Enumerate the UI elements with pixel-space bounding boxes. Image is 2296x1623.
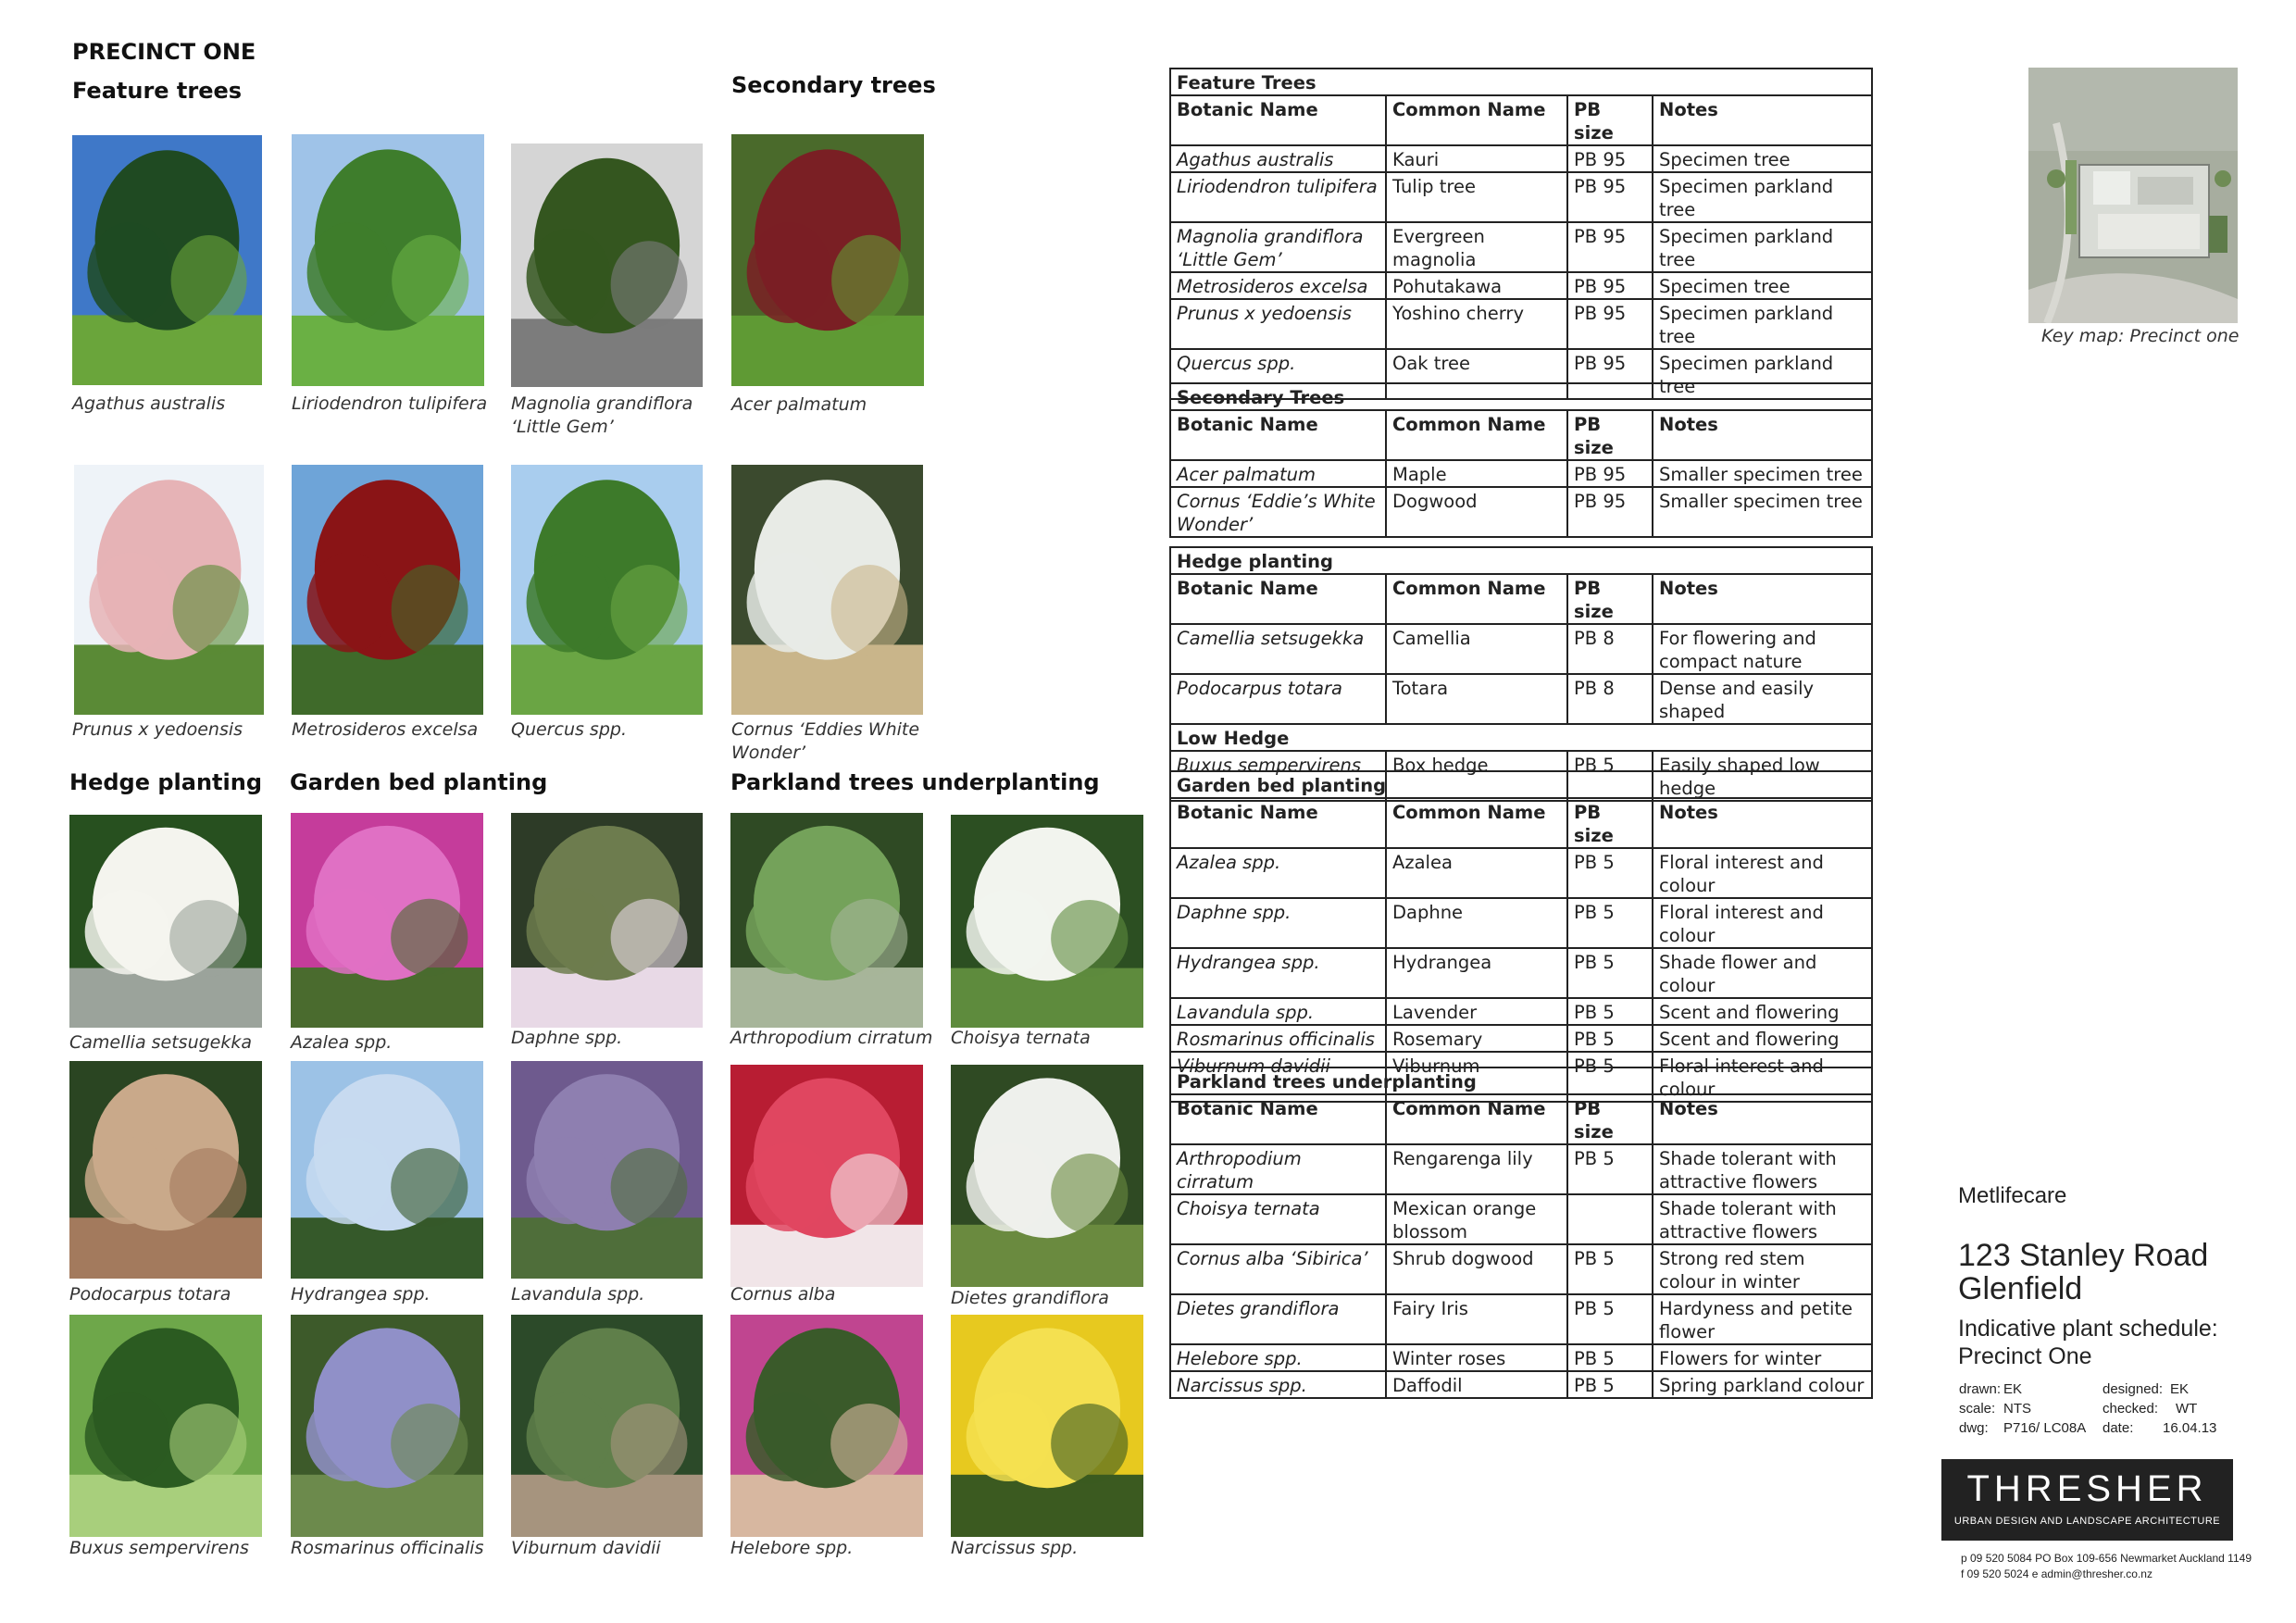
table-title [1170,1067,1872,1094]
table-row [1170,1294,1872,1344]
plant-photo-icon [291,813,483,1028]
table-cell: Smaller specimen tree [1653,460,1872,487]
designed-label: designed: [2103,1381,2164,1397]
plant-photo [291,1061,483,1279]
plant-photo-caption: Helebore spp. [730,1538,854,1558]
key-map-caption: Key map: Precinct one [2041,326,2240,346]
table-cell: Yoshino cherry [1386,299,1567,349]
table-title [1170,69,1872,95]
table-header-row [1170,574,1872,624]
table-cell: Daphne spp. [1170,898,1386,948]
key-map-image [2028,68,2238,323]
date-label: date: [2103,1420,2134,1436]
table-cell: Oak tree [1386,349,1567,399]
table-cell: PB 95 [1567,460,1653,487]
plant-schedule-table [1169,382,1873,538]
table-cell: Common Name [1386,798,1567,848]
table-cell: Liriodendron tulipifera [1170,172,1386,222]
table-cell: Dense and easily shaped [1653,674,1872,724]
table-cell: Botanic Name [1170,574,1386,624]
table-row [1170,460,1872,487]
thresher-logo [1941,1459,2233,1541]
table-cell: PB 5 [1567,1344,1653,1371]
table-cell: Camellia [1386,624,1567,674]
table-cell: Shade tolerant with attractive flowers [1653,1144,1872,1194]
table-row [1170,624,1872,674]
table-cell: Metrosideros excelsa [1170,272,1386,299]
table-cell: Azalea spp. [1170,848,1386,898]
precinct-title: PRECINCT ONE [72,39,256,65]
sheet-title [1958,1315,2218,1370]
plant-photo-caption: Cornus alba [730,1284,836,1305]
plant-photo-caption: Hydrangea spp. [291,1284,430,1305]
plant-photo [731,465,923,715]
client-name: Metlifecare [1958,1183,2067,1208]
table-title-cell: Hedge planting [1170,547,1872,574]
sheet-title-line-1: Indicative plant schedule: [1958,1316,2218,1342]
table-cell: Common Name [1386,410,1567,460]
plant-photo-icon [291,1315,483,1537]
table-row [1170,898,1872,948]
table-cell: Notes [1653,798,1872,848]
plant-photo-icon [731,465,923,715]
table-cell: Notes [1653,95,1872,145]
plant-photo [511,465,703,715]
table-cell: Camellia setsugekka [1170,624,1386,674]
dwg-value: P716/ LC08A [2003,1420,2087,1436]
plant-photo-caption: Azalea spp. [291,1032,393,1053]
table-cell: Pohutakawa [1386,272,1567,299]
project-address [1958,1239,2208,1305]
address-line-2: Glenfield [1958,1271,2083,1306]
plant-photo-caption: Buxus sempervirens [69,1538,249,1558]
plant-photo-icon [511,465,703,715]
plant-photo [730,813,923,1028]
table-cell: For flowering and compact nature [1653,624,1872,674]
table-cell: Shade flower and colour [1653,948,1872,998]
table-cell: PB size [1567,1094,1653,1144]
table-title-cell: Parkland trees underplanting [1170,1067,1872,1094]
plant-photo-caption: Quercus spp. [511,719,627,740]
table-row [1170,145,1872,172]
table-cell: Acer palmatum [1170,460,1386,487]
table-cell: Specimen parkland tree [1653,222,1872,272]
plant-photo-caption: Narcissus spp. [951,1538,1079,1558]
table-cell: PB 5 [1567,948,1653,998]
logo-wordmark: THRESHER [1966,1468,2208,1509]
plant-photo-icon [292,465,483,715]
table-cell: Cornus ‘Eddie’s White Wonder’ [1170,487,1386,537]
table-cell: Dietes grandiflora [1170,1294,1386,1344]
table-cell: Botanic Name [1170,95,1386,145]
table-cell: Maple [1386,460,1567,487]
table-cell: PB 95 [1567,487,1653,537]
table-cell: Mexican orange blossom [1386,1194,1567,1244]
plant-photo [69,1061,262,1279]
table-cell: PB 5 [1567,998,1653,1025]
plant-photo [951,1315,1143,1537]
table-cell: Winter roses [1386,1344,1567,1371]
table-cell: Totara [1386,674,1567,724]
table-cell: Buxus sempervirens [1170,751,1386,801]
plant-schedule-table [1169,546,1873,802]
table-cell: Botanic Name [1170,410,1386,460]
table-title-cell: Secondary Trees [1170,383,1872,410]
table-cell: Agathus australis [1170,145,1386,172]
plant-photo-caption: Arthropodium cirratum [730,1028,933,1048]
table-title [1170,771,1872,798]
table-cell: Lavandula spp. [1170,998,1386,1025]
table-cell: Hardyness and petite flower [1653,1294,1872,1344]
table-cell: PB 5 [1567,1052,1653,1102]
parkland-underplanting-heading: Parkland trees underplanting [730,769,1100,795]
table-row [1170,299,1872,349]
plant-photo [511,144,703,387]
table-cell: PB size [1567,410,1653,460]
table-cell: PB 95 [1567,145,1653,172]
plant-photo-icon [511,1061,703,1279]
table-cell: PB 95 [1567,172,1653,222]
table-row [1170,1194,1872,1244]
table-cell: PB 95 [1567,299,1653,349]
table-cell: Floral interest and colour [1653,898,1872,948]
table-cell: Floral interest and colour [1653,848,1872,898]
table-cell: Fairy Iris [1386,1294,1567,1344]
plant-photo-caption: Choisya ternata [951,1028,1091,1048]
table-cell: Magnolia grandiflora ‘Little Gem’ [1170,222,1386,272]
table-row [1170,1371,1872,1398]
table-cell: Evergreen magnolia [1386,222,1567,272]
plant-photo-icon [951,815,1143,1028]
table-cell: Common Name [1386,1094,1567,1144]
table-cell: PB 5 [1567,751,1653,801]
plant-photo [69,815,262,1028]
plant-photo-icon [730,813,923,1028]
table-cell: PB size [1567,798,1653,848]
table-cell: Box hedge [1386,751,1567,801]
table-cell: Notes [1653,410,1872,460]
plant-photo-caption: Camellia setsugekka [69,1032,253,1053]
plant-photo-icon [730,1065,923,1287]
contact-email-line: f 09 520 5024 e admin@thresher.co.nz [1961,1567,2152,1580]
scale-value: NTS [2003,1401,2031,1417]
plant-photo-caption: Prunus x yedoensis [72,719,243,740]
plant-photo [511,1315,703,1537]
plant-photo-caption: Cornus ‘Eddies White Wonder’ [731,719,920,763]
table-row [1170,172,1872,222]
table-cell: Narcissus spp. [1170,1371,1386,1398]
secondary-trees-heading: Secondary trees [731,72,936,98]
table-cell: PB 5 [1567,1371,1653,1398]
table-cell: Specimen tree [1653,272,1872,299]
table-cell: Botanic Name [1170,798,1386,848]
table-cell: Specimen parkland tree [1653,349,1872,399]
plant-photo-icon [730,1315,923,1537]
table-cell: Smaller specimen tree [1653,487,1872,537]
plant-photo-caption: Daphne spp. [511,1028,623,1048]
table-cell: PB 95 [1567,272,1653,299]
table-cell: Shade tolerant with attractive flowers [1653,1194,1872,1244]
table-row [1170,1344,1872,1371]
table-cell: Helebore spp. [1170,1344,1386,1371]
table-cell: Viburnum davidii [1170,1052,1386,1102]
table-cell: Common Name [1386,95,1567,145]
plant-photo [69,1315,262,1537]
plant-photo-icon [511,144,703,387]
table-title [1170,547,1872,574]
plant-photo [951,815,1143,1028]
table-header-row [1170,798,1872,848]
table-cell: Scent and flowering [1653,998,1872,1025]
table-cell: Specimen parkland tree [1653,299,1872,349]
table-cell: PB 5 [1567,898,1653,948]
table-title-cell: Feature Trees [1170,69,1872,95]
table-cell: Viburnum [1386,1052,1567,1102]
table-cell: Arthropodium cirratum [1170,1144,1386,1194]
plant-photo-icon [292,134,484,386]
table-cell: PB size [1567,95,1653,145]
plant-photo-icon [951,1315,1143,1537]
feature-trees-heading: Feature trees [72,78,243,104]
drawn-value: EK [2003,1381,2023,1397]
table-row [1170,848,1872,898]
sheet-title-line-2: Precinct One [1958,1343,2092,1369]
table-cell: Notes [1653,574,1872,624]
plant-photo [730,1065,923,1287]
table-cell: Notes [1653,1094,1872,1144]
table-cell: Dogwood [1386,487,1567,537]
plant-photo-icon [74,465,264,715]
drawn-label: drawn: [1959,1381,2002,1397]
table-row [1170,487,1872,537]
plant-photo [511,813,703,1028]
table-cell: Specimen tree [1653,145,1872,172]
address-line-1: 123 Stanley Road [1958,1238,2209,1273]
plant-schedule-table [1169,770,1873,1103]
table-cell: PB 8 [1567,674,1653,724]
garden-bed-heading: Garden bed planting [290,769,548,795]
table-cell: Cornus alba ‘Sibirica’ [1170,1244,1386,1294]
plant-photo [731,134,924,386]
table-row [1170,1144,1872,1194]
table-subtitle [1170,724,1872,751]
table-cell [1567,1194,1653,1244]
plant-photo-caption: Lavandula spp. [511,1284,645,1305]
date-value: 16.04.13 [2163,1420,2217,1436]
table-row [1170,1025,1872,1052]
table-cell: Tulip tree [1386,172,1567,222]
plant-schedule-table [1169,1067,1873,1399]
table-cell: Rosemary [1386,1025,1567,1052]
plant-photo-icon [72,135,262,385]
plant-photo-icon [69,815,262,1028]
table-cell: PB 5 [1567,1244,1653,1294]
key-map-aerial-icon [2028,68,2238,323]
scale-label: scale: [1959,1401,1996,1417]
table-row [1170,1244,1872,1294]
plant-photo-caption: Agathus australis [72,393,226,414]
plant-photo [291,813,483,1028]
table-cell: PB 95 [1567,349,1653,399]
plant-photo-icon [69,1061,262,1279]
plant-photo [730,1315,923,1537]
table-cell: Azalea [1386,848,1567,898]
table-cell: Scent and flowering [1653,1025,1872,1052]
plant-photo [292,465,483,715]
table-row [1170,674,1872,724]
table-cell: PB 5 [1567,1294,1653,1344]
plant-photo-caption: Viburnum davidii [511,1538,661,1558]
table-cell: Easily shaped low hedge [1653,751,1872,801]
table-row [1170,272,1872,299]
plant-photo-caption: Magnolia grandiflora ‘Little Gem’ [511,393,693,437]
table-cell: PB 5 [1567,1144,1653,1194]
table-cell: Lavender [1386,998,1567,1025]
table-cell: Botanic Name [1170,1094,1386,1144]
plant-photo [511,1061,703,1279]
hedge-planting-heading: Hedge planting [69,769,263,795]
table-cell: Kauri [1386,145,1567,172]
table-header-row [1170,95,1872,145]
table-title-cell: Low Hedge [1170,724,1872,751]
table-cell: Spring parkland colour [1653,1371,1872,1398]
table-title-cell: Garden bed planting [1170,771,1872,798]
table-title [1170,383,1872,410]
plant-photo [951,1065,1143,1287]
plant-photo-caption: Metrosideros excelsa [292,719,479,740]
plant-photo-caption: Rosmarinus officinalis [291,1538,484,1558]
table-cell: Strong red stem colour in winter [1653,1244,1872,1294]
table-cell: Specimen parkland tree [1653,172,1872,222]
plant-photo [291,1315,483,1537]
table-cell: PB 5 [1567,1025,1653,1052]
table-cell: PB size [1567,574,1653,624]
table-cell: Floral interest and colour [1653,1052,1872,1102]
plant-photo-caption: Liriodendron tulipifera [292,393,488,414]
table-cell: Daphne [1386,898,1567,948]
checked-label: checked: [2103,1401,2159,1417]
designed-value: EK [2170,1381,2190,1397]
plant-photo-caption: Acer palmatum [731,394,867,415]
plant-photo-icon [291,1061,483,1279]
table-row [1170,948,1872,998]
table-cell: PB 95 [1567,222,1653,272]
plant-photo-icon [731,134,924,386]
table-cell: PB 8 [1567,624,1653,674]
table-cell: Flowers for winter [1653,1344,1872,1371]
plant-photo-caption: Podocarpus totara [69,1284,231,1305]
table-cell: Quercus spp. [1170,349,1386,399]
table-cell: Rengarenga lily [1386,1144,1567,1194]
table-cell: Daffodil [1386,1371,1567,1398]
plant-photo-icon [511,813,703,1028]
table-cell: Hydrangea spp. [1170,948,1386,998]
table-cell: Prunus x yedoensis [1170,299,1386,349]
table-header-row [1170,1094,1872,1144]
plant-photo-icon [511,1315,703,1537]
plant-photo [292,134,484,386]
table-cell: Shrub dogwood [1386,1244,1567,1294]
logo-tagline: URBAN DESIGN AND LANDSCAPE ARCHITECTURE [1953,1516,2221,1527]
checked-value: WT [2176,1401,2198,1417]
table-row [1170,222,1872,272]
table-header-row [1170,410,1872,460]
contact-phone-line: p 09 520 5084 PO Box 109-656 Newmarket Auckland 1149 [1961,1552,2252,1565]
table-cell: Rosmarinus officinalis [1170,1025,1386,1052]
plant-photo-caption: Dietes grandiflora [951,1288,1109,1308]
plant-photo-icon [951,1065,1143,1287]
dwg-label: dwg: [1959,1420,1989,1436]
table-row [1170,998,1872,1025]
table-cell: Common Name [1386,574,1567,624]
plant-photo [74,465,264,715]
plant-photo [72,135,262,385]
table-cell: Choisya ternata [1170,1194,1386,1244]
plant-schedule-table [1169,68,1873,400]
table-cell: Podocarpus totara [1170,674,1386,724]
table-cell: PB 5 [1567,848,1653,898]
plant-photo-icon [69,1315,262,1537]
table-cell: Hydrangea [1386,948,1567,998]
